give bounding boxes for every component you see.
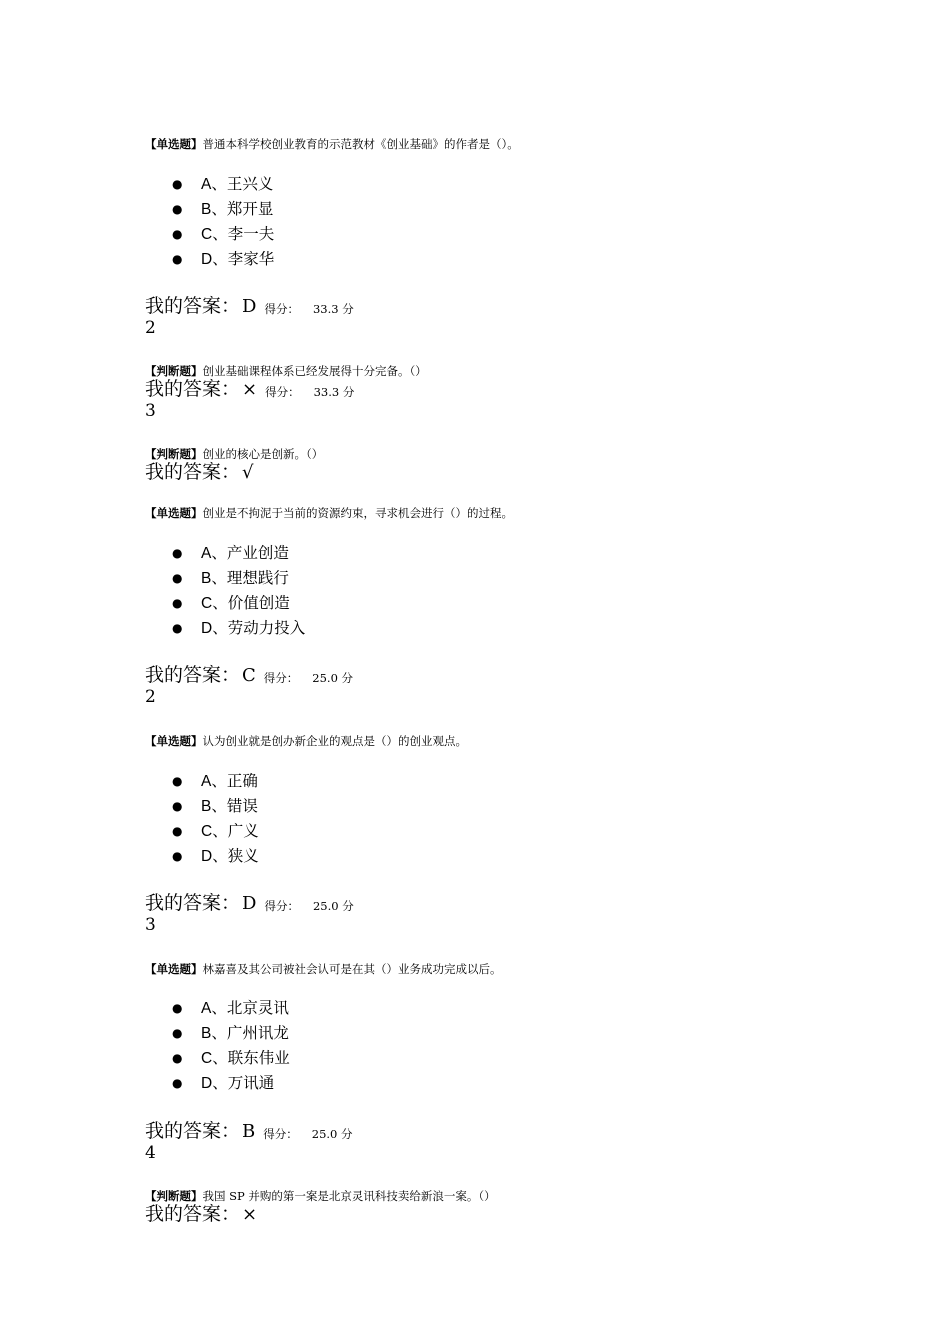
- score: 得分： 33.3 分: [265, 385, 355, 399]
- bullet-icon: ●: [172, 1026, 183, 1040]
- question-type: 【单选题】: [145, 734, 203, 748]
- answer-label: 我的答案：: [145, 295, 241, 317]
- score: 得分： 25.0 分: [264, 899, 354, 913]
- question-number: 2: [145, 318, 156, 338]
- answer-label: 我的答案：: [145, 664, 241, 686]
- question-text: 创业基础课程体系已经发展得十分完备。（）: [202, 364, 427, 378]
- my-answer-row: [145, 1116, 353, 1143]
- option-b: ● B、广州讯龙: [172, 1021, 290, 1046]
- score: 得分： 33.3 分: [264, 302, 354, 316]
- option-b: ● B、错误: [172, 794, 259, 819]
- question-number: 4: [145, 1143, 156, 1163]
- question-type: 【单选题】: [145, 506, 203, 520]
- my-answer-row: [145, 374, 354, 401]
- bullet-icon: ●: [172, 774, 183, 788]
- bullet-icon: ●: [172, 621, 183, 635]
- bullet-icon: ●: [172, 596, 183, 610]
- question-text: 林嘉喜及其公司被社会认可是在其（）业务成功完成以后。: [202, 962, 502, 976]
- bullet-icon: ●: [172, 571, 183, 585]
- question-6: [145, 962, 502, 976]
- question-number: 3: [145, 915, 156, 935]
- answer-value: B: [242, 1121, 256, 1142]
- question-4: [145, 506, 513, 520]
- option-d: ● D、狭义: [172, 844, 259, 869]
- answer-label: 我的答案：: [145, 1120, 241, 1142]
- answer-label: 我的答案：: [145, 1203, 241, 1225]
- options-list: [172, 541, 305, 641]
- option-d: ● D、李家华: [172, 247, 274, 272]
- bullet-icon: ●: [172, 202, 183, 216]
- bullet-icon: ●: [172, 849, 183, 863]
- option-a: ● A、产业创造: [172, 541, 305, 566]
- question-type: 【单选题】: [145, 137, 203, 151]
- option-c: ● C、李一夫: [172, 222, 274, 247]
- question-5: [145, 734, 467, 748]
- my-answer-row: [145, 660, 353, 687]
- bullet-icon: ●: [172, 227, 183, 241]
- question-type: 【判断题】: [145, 1189, 203, 1203]
- question-number: 2: [145, 687, 156, 707]
- answer-label: 我的答案：: [145, 461, 241, 483]
- option-a: ● A、北京灵讯: [172, 996, 290, 1021]
- question-text: 我国 SP 并购的第一案是北京灵讯科技卖给新浪一案。（）: [202, 1189, 496, 1203]
- question-number: 3: [145, 401, 156, 421]
- question-1: [145, 137, 519, 151]
- answer-value: C: [242, 665, 256, 686]
- question-text: 创业是不拘泥于当前的资源约束，寻求机会进行（）的过程。: [202, 506, 513, 520]
- question-text: 创业的核心是创新。（）: [202, 447, 324, 461]
- bullet-icon: ●: [172, 824, 183, 838]
- score: 得分： 25.0 分: [263, 671, 354, 685]
- bullet-icon: ●: [172, 1076, 183, 1090]
- bullet-icon: ●: [172, 1001, 183, 1015]
- score: 得分： 25.0 分: [263, 1127, 353, 1141]
- answer-value: D: [242, 893, 257, 914]
- answer-label: 我的答案：: [145, 378, 241, 400]
- answer-value: ×: [242, 379, 258, 400]
- option-d: ● D、劳动力投入: [172, 616, 305, 641]
- question-type: 【判断题】: [145, 364, 203, 378]
- option-c: ● C、广义: [172, 819, 259, 844]
- answer-value: ×: [242, 1204, 258, 1225]
- my-answer-row: [145, 457, 254, 484]
- my-answer-row: [145, 291, 354, 318]
- question-type: 【判断题】: [145, 447, 203, 461]
- option-c: ● C、联东伟业: [172, 1046, 290, 1071]
- bullet-icon: ●: [172, 252, 183, 266]
- options-list: [172, 996, 290, 1096]
- options-list: [172, 172, 274, 272]
- answer-value: √: [242, 462, 254, 483]
- bullet-icon: ●: [172, 546, 183, 560]
- answer-value: D: [242, 296, 257, 317]
- my-answer-row: [145, 1199, 257, 1226]
- bullet-icon: ●: [172, 1051, 183, 1065]
- option-b: ● B、理想践行: [172, 566, 305, 591]
- option-a: ● A、王兴义: [172, 172, 274, 197]
- question-type: 【单选题】: [145, 962, 203, 976]
- question-text: 普通本科学校创业教育的示范教材《创业基础》的作者是（）。: [202, 137, 519, 151]
- option-b: ● B、郑开显: [172, 197, 274, 222]
- bullet-icon: ●: [172, 177, 183, 191]
- answer-label: 我的答案：: [145, 892, 241, 914]
- option-d: ● D、万讯通: [172, 1071, 290, 1096]
- bullet-icon: ●: [172, 799, 183, 813]
- option-c: ● C、价值创造: [172, 591, 305, 616]
- options-list: [172, 769, 259, 869]
- my-answer-row: [145, 888, 354, 915]
- option-a: ● A、正确: [172, 769, 259, 794]
- question-text: 认为创业就是创办新企业的观点是（）的创业观点。: [202, 734, 467, 748]
